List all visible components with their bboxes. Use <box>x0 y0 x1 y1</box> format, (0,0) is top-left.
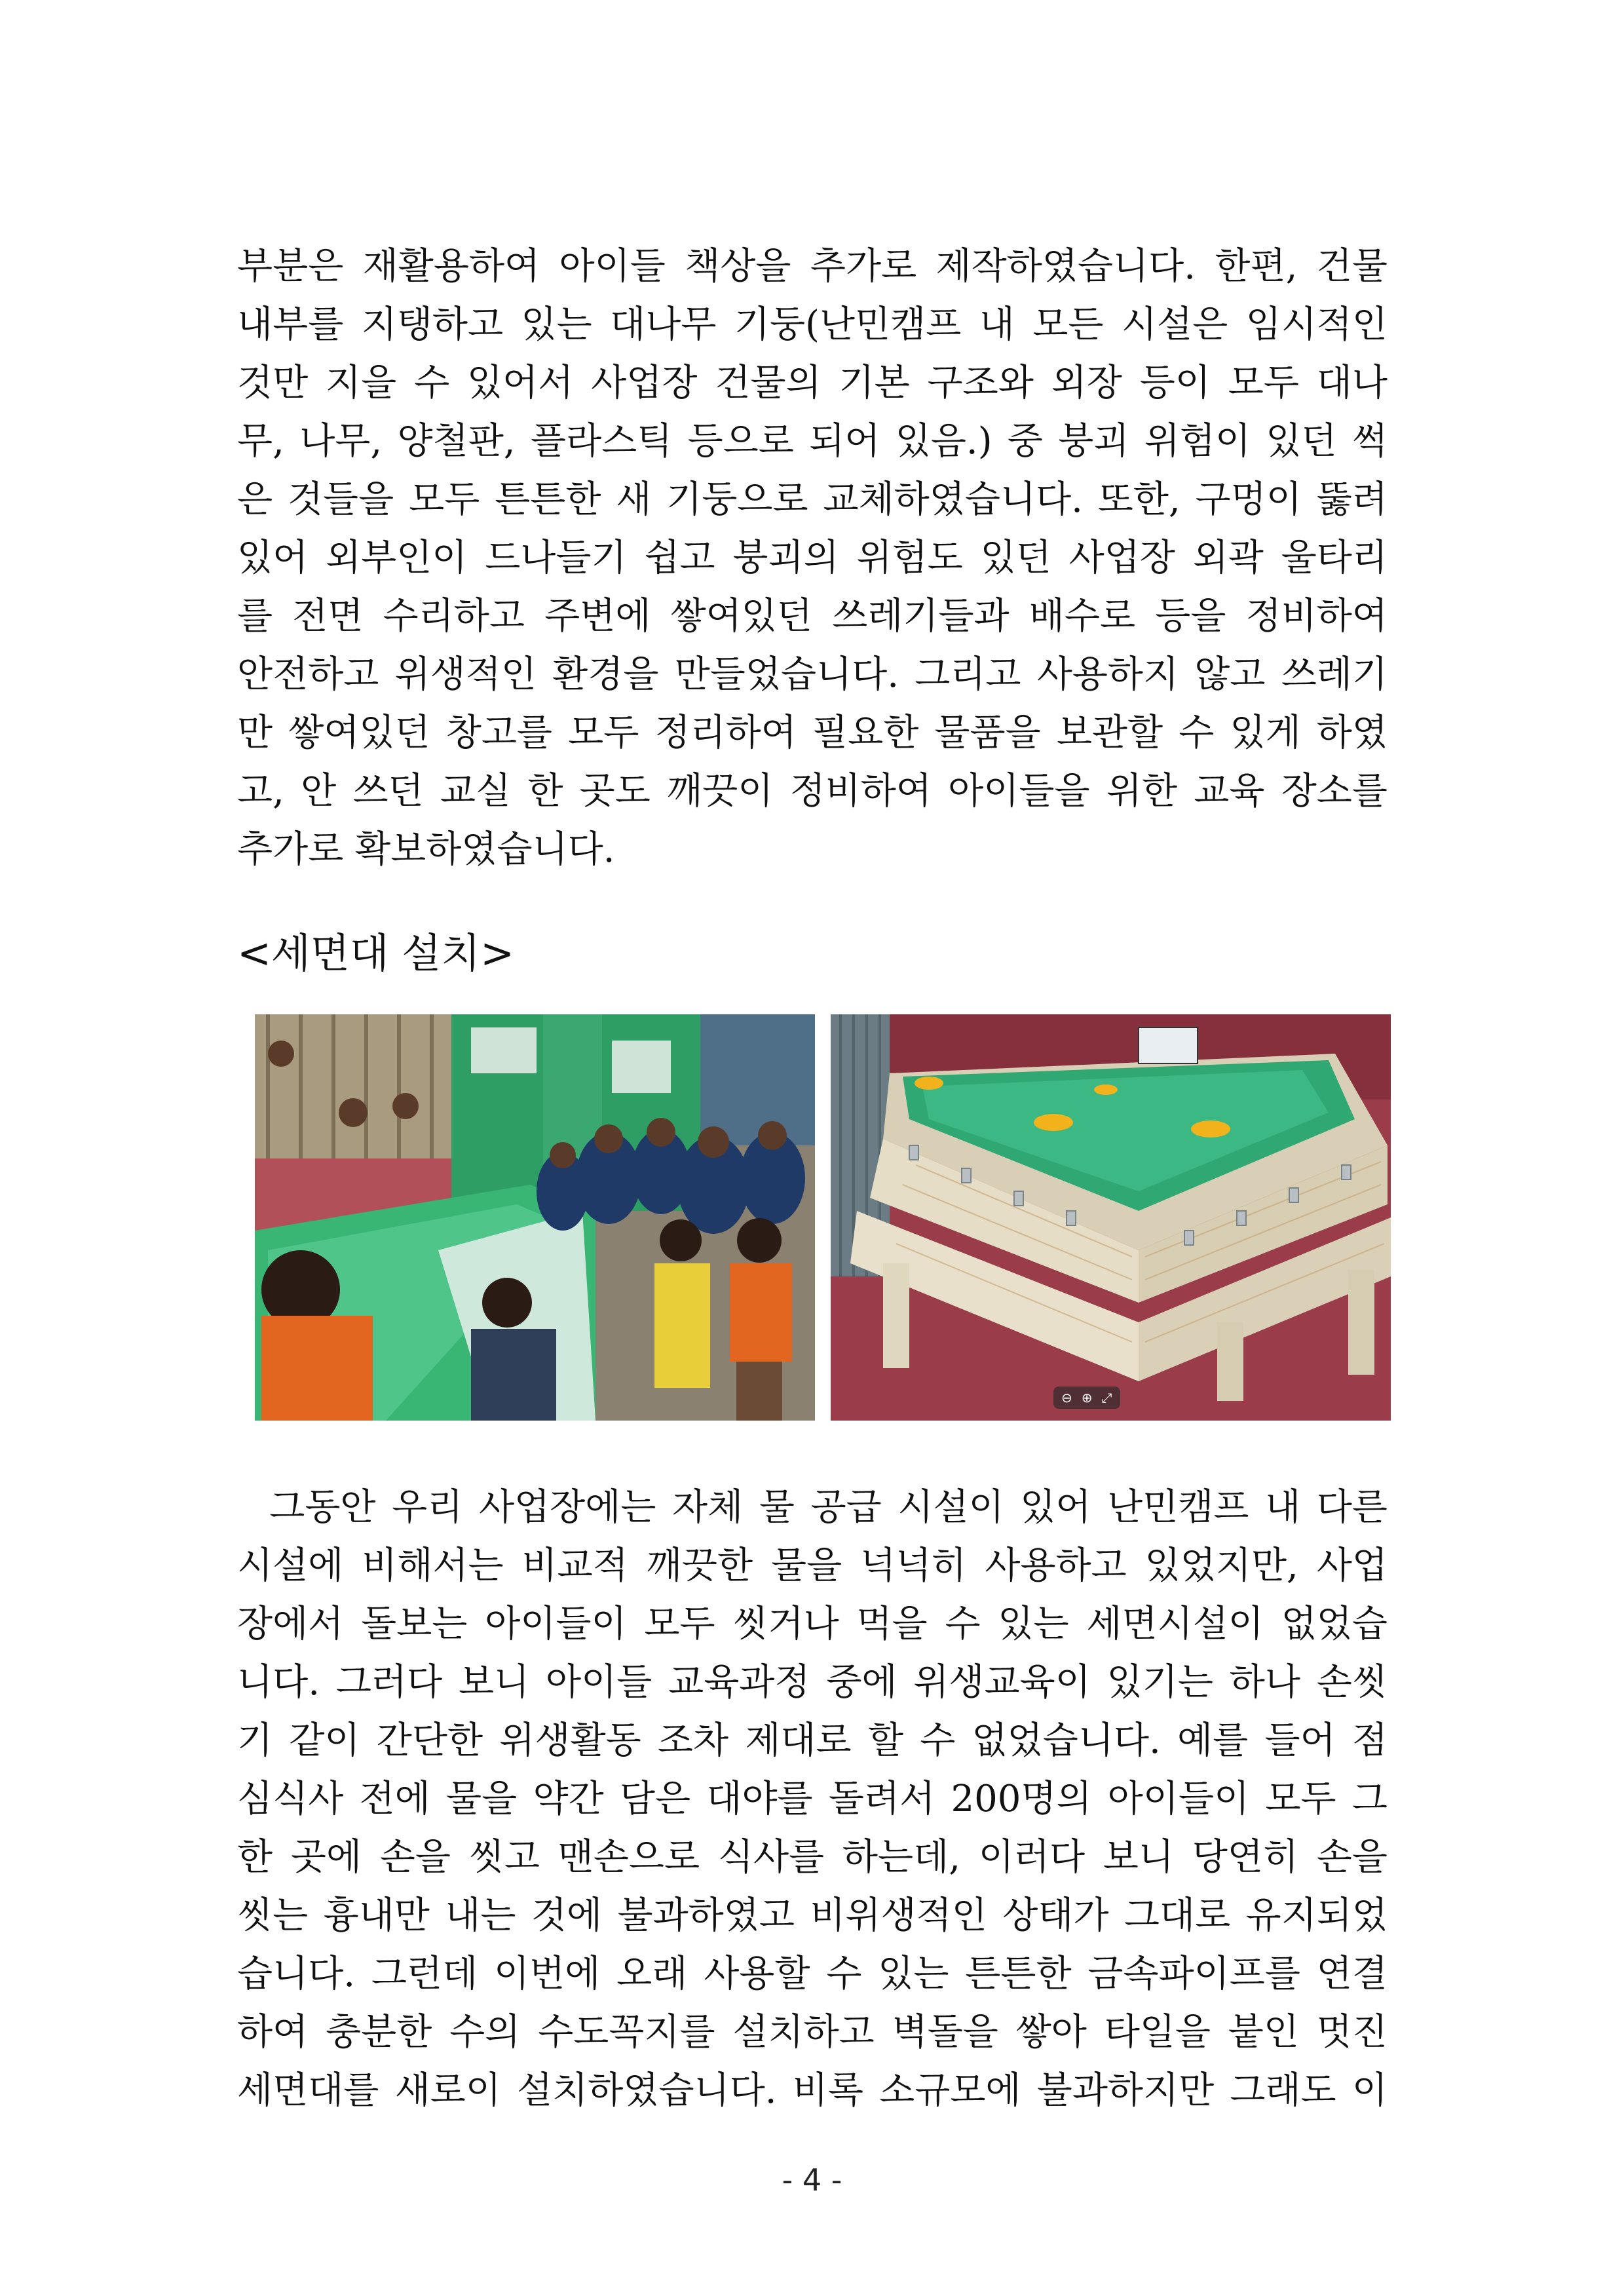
paragraph-line: 니다. 그러다 보니 아이들 교육과정 중에 위생교육이 있기는 하나 손씻 <box>237 1661 1388 1704</box>
paragraph-1 <box>237 237 1388 879</box>
paragraph-line: 씻는 흉내만 내는 것에 불과하였고 비위생적인 상태가 그대로 유지되었 <box>237 1894 1388 1937</box>
paragraph-line: 것만 지을 수 있어서 사업장 건물의 기본 구조와 외장 등이 모두 대나 <box>237 362 1388 404</box>
photo-children-washing <box>255 1014 815 1421</box>
fullscreen-icon[interactable]: ⤢ <box>1101 1390 1112 1406</box>
paragraph-line: 부분은 재활용하여 아이들 책상을 추가로 제작하였습니다. 한편, 건물 <box>237 245 1388 288</box>
section-heading: <세면대 설치> <box>237 929 515 977</box>
paragraph-line: 심식사 전에 물을 약간 담은 대야를 돌려서 200명의 아이들이 모두 그 <box>237 1778 1388 1820</box>
page-number: - 4 - <box>782 2162 842 2198</box>
paragraph-line: 기 같이 간단한 위생활동 조차 제대로 할 수 없었습니다. 예를 들어 점 <box>237 1719 1388 1762</box>
paragraph-line: 하여 충분한 수의 수도꼭지를 설치하고 벽돌을 쌓아 타일을 붙인 멋진 <box>237 2011 1388 2054</box>
paragraph-line: 내부를 지탱하고 있는 대나무 기둥(난민캠프 내 모든 시설은 임시적인 <box>237 303 1388 346</box>
paragraph-line: 있어 외부인이 드나들기 쉽고 붕괴의 위험도 있던 사업장 외곽 울타리 <box>237 537 1388 579</box>
photo-tiled-basin <box>831 1014 1391 1421</box>
image-zoom-controls <box>1053 1387 1120 1409</box>
paragraph-line: 를 전면 수리하고 주변에 쌓여있던 쓰레기들과 배수로 등을 정비하여 <box>237 595 1388 638</box>
paragraph-line: 장에서 돌보는 아이들이 모두 씻거나 먹을 수 있는 세면시설이 없었습 <box>237 1603 1388 1645</box>
paragraph-line: 만 쌓여있던 창고를 모두 정리하여 필요한 물품을 보관할 수 있게 하였 <box>237 712 1388 754</box>
paragraph-line: 습니다. 그런데 이번에 오래 사용할 수 있는 튼튼한 금속파이프를 연결 <box>237 1953 1388 1995</box>
paragraph-line: 세면대를 새로이 설치하였습니다. 비록 소규모에 불과하지만 그래도 이 <box>237 2069 1388 2112</box>
photo-children-washing-image <box>255 1014 815 1421</box>
paragraph-line: 고, 안 쓰던 교실 한 곳도 깨끗이 정비하여 아이들을 위한 교육 장소를 <box>237 770 1388 813</box>
paragraph-line: 시설에 비해서는 비교적 깨끗한 물을 넉넉히 사용하고 있었지만, 사업 <box>237 1544 1388 1587</box>
paragraph-2 <box>237 1478 1388 2120</box>
zoom-out-icon[interactable]: ⊖ <box>1061 1390 1072 1406</box>
photo-tiled-basin-image <box>831 1014 1391 1421</box>
paragraph-line: 안전하고 위생적인 환경을 만들었습니다. 그리고 사용하지 않고 쓰레기 <box>237 653 1388 696</box>
paragraph-line: 무, 나무, 양철판, 플라스틱 등으로 되어 있음.) 중 붕괴 위험이 있던 썩 <box>237 420 1388 463</box>
paragraph-line: 한 곳에 손을 씻고 맨손으로 식사를 하는데, 이러다 보니 당연히 손을 <box>237 1836 1388 1879</box>
paragraph-line: 그동안 우리 사업장에는 자체 물 공급 시설이 있어 난민캠프 내 다른 <box>237 1486 1388 1529</box>
paragraph-line: 은 것들을 모두 튼튼한 새 기둥으로 교체하였습니다. 또한, 구멍이 뚫려 <box>237 478 1388 521</box>
paragraph-line: 추가로 확보하였습니다. <box>237 828 615 871</box>
zoom-in-icon[interactable]: ⊕ <box>1081 1390 1093 1406</box>
